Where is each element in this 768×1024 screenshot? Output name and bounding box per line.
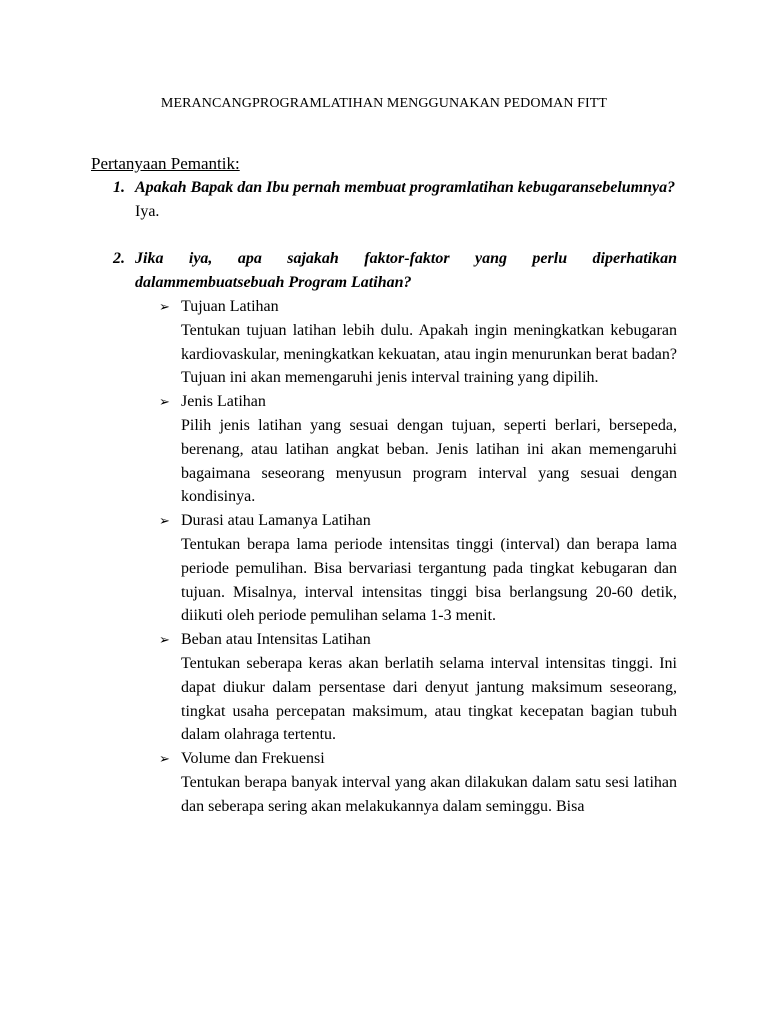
item-title: Tujuan Latihan [181,297,279,315]
question-2 [91,247,677,295]
factor-list [91,295,677,819]
question-1 [91,176,677,224]
item-body: Pilih jenis latihan yang sesuai dengan tujuan, seperti berlari, bersepeda, berenang, atau latihan angkat beban. Jenis latihan ini akan memengaruhi bagaimana seseorang menyusun program interval yang sesuai dengan kondisinya. [181,416,677,506]
arrow-bullet-icon: ➢ [159,298,170,314]
arrow-bullet-icon: ➢ [159,394,170,410]
question-number: 2. [113,250,125,268]
question-answer: Iya. [135,202,160,220]
item-body: Tentukan seberapa keras akan berlatih selama interval intensitas tinggi. Ini dapat diukur dalam persentase dari denyut jantung maksimum seseorang, tingkat usaha percepatan maksimum, atau tingkat kecepatan bagian tubuh dalam olahraga tertentu. [181,654,677,744]
item-body: Tentukan berapa lama periode intensitas tinggi (interval) dan berapa lama periode pemulihan. Bisa bervariasi tergantung pada tingkat kebugaran dan tujuan. Misalnya, interval intensitas tinggi bisa berlangsung 20-60 detik, diikuti oleh periode pemulihan selama 1-3 menit. [181,535,677,625]
list-item [91,390,677,509]
list-item [91,295,677,390]
item-body: Tentukan tujuan latihan lebih dulu. Apakah ingin meningkatkan kebugaran kardiovaskular, meningkatkan kekuatan, atau ingin menurunkan berat badan? Tujuan ini akan memengaruhi jenis interval training yang dipilih. [181,321,677,387]
list-item [91,628,677,747]
item-body: Tentukan berapa banyak interval yang akan dilakukan dalam satu sesi latihan dan seberapa sering akan melakukannya dalam seminggu. Bisa [181,773,677,815]
list-item [91,747,677,818]
item-title: Durasi atau Lamanya Latihan [181,512,371,530]
arrow-bullet-icon: ➢ [159,513,170,529]
item-title: Jenis Latihan [181,393,266,411]
question-text: Jika iya, apa sajakah faktor-faktor yang perlu diperhatikan dalammembuatsebuah Program Latihan? [135,250,677,292]
question-text: Apakah Bapak dan Ibu pernah membuat programlatihan kebugaransebelumnya? [135,178,676,196]
page-title: MERANCANGPROGRAMLATIHAN MENGGUNAKAN PEDOMAN FITT [160,96,608,111]
arrow-bullet-icon: ➢ [159,751,170,767]
question-number: 1. [113,178,125,196]
section-heading: Pertanyaan Pemantik: [91,154,240,173]
item-title: Beban atau Intensitas Latihan [181,631,371,649]
arrow-bullet-icon: ➢ [159,632,170,648]
item-title: Volume dan Frekuensi [181,750,325,768]
document-body [91,152,677,819]
list-item [91,509,677,628]
